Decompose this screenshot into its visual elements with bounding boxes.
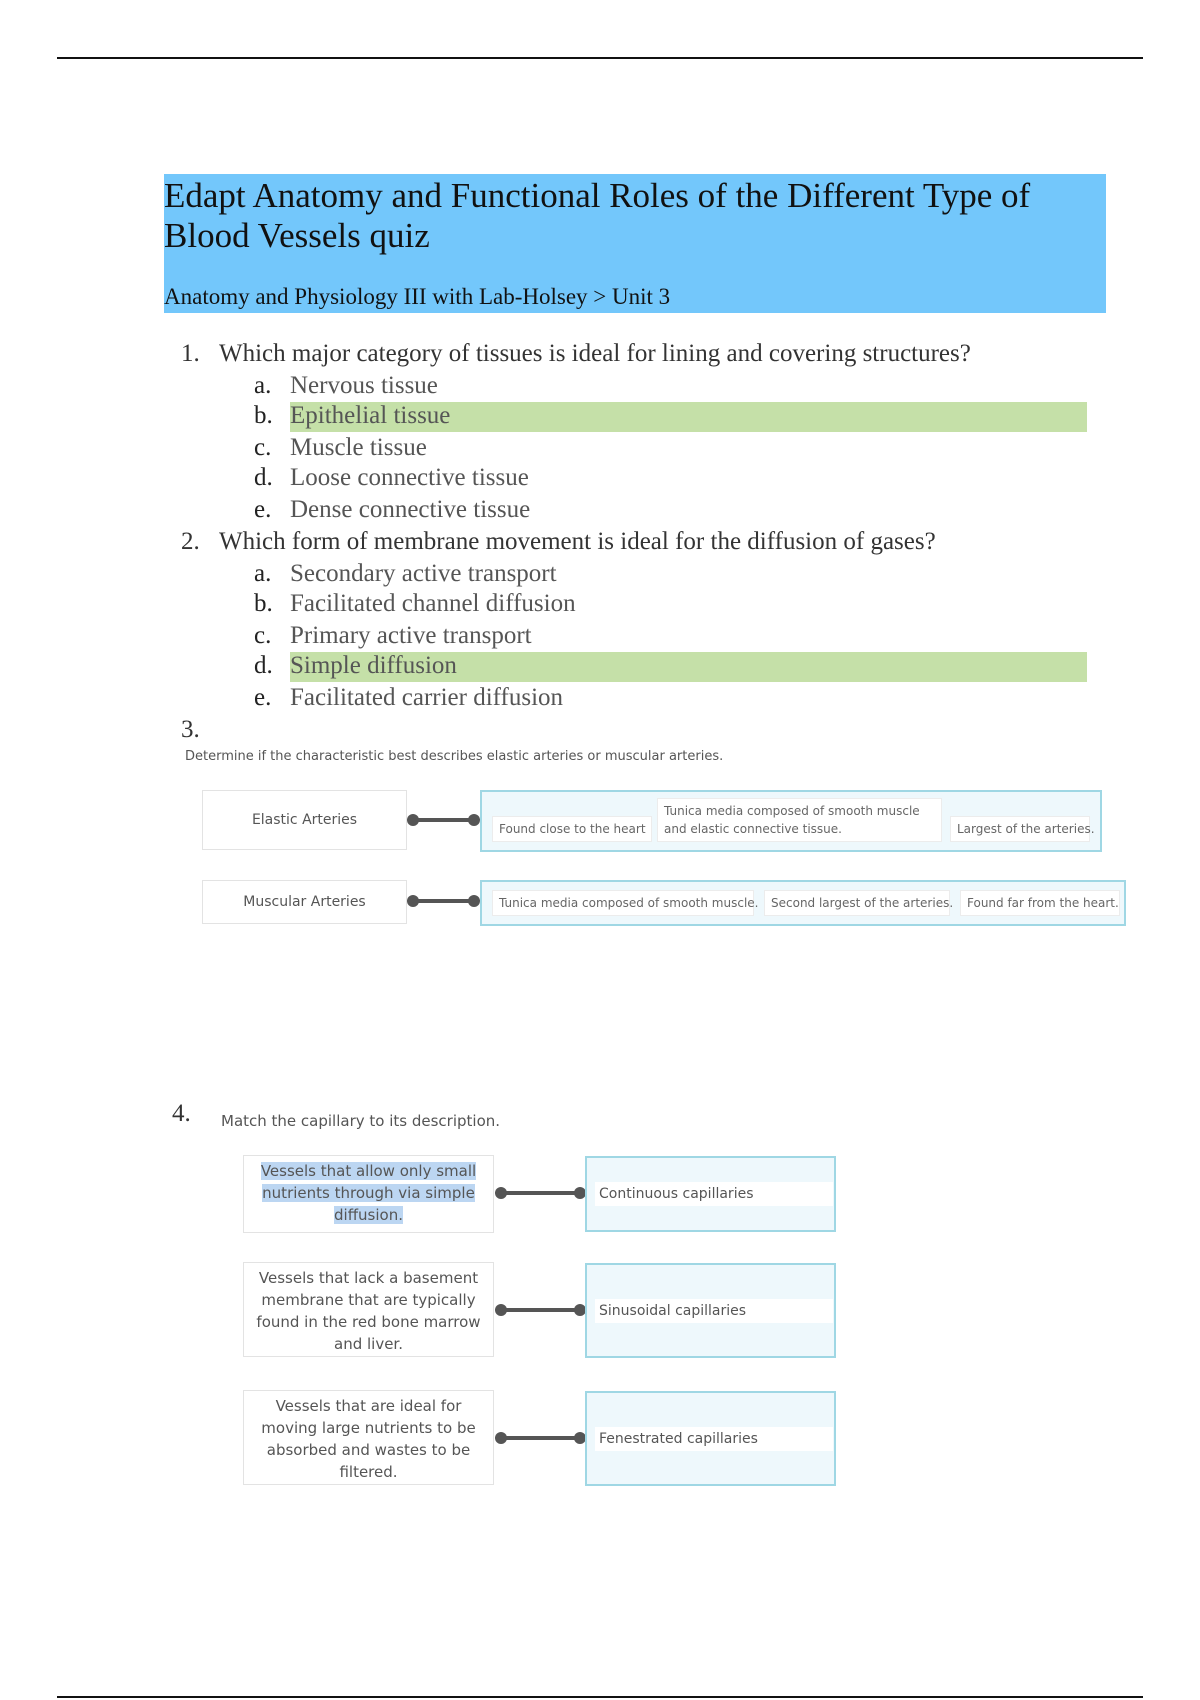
option-label: Facilitated carrier diffusion [290, 684, 564, 711]
option-label: Secondary active transport [290, 560, 557, 587]
option-label: Nervous tissue [290, 372, 438, 399]
question-number: 1. [181, 340, 200, 367]
option-letter: e. [254, 496, 272, 523]
option-letter: a. [254, 372, 272, 399]
category-muscular-arteries[interactable]: Muscular Arteries [202, 880, 407, 924]
connector-dot [468, 895, 480, 907]
option-letter: d. [254, 464, 273, 491]
capillary-chip[interactable]: Fenestrated capillaries [595, 1427, 833, 1451]
option-label: Primary active transport [290, 622, 532, 649]
capillary-description[interactable]: Vessels that lack a basement membrane that are typically found in the red bone marrow and liver. [243, 1262, 494, 1357]
connector-line [500, 1191, 580, 1195]
characteristic-chip[interactable]: Tunica media composed of smooth muscle. [492, 890, 754, 916]
option-letter: c. [254, 434, 272, 461]
connector-line [412, 899, 474, 903]
capillary-description[interactable]: Vessels that are ideal for moving large nutrients to be absorbed and wastes to be filtered. [243, 1390, 494, 1485]
question-number: 3. [181, 716, 200, 743]
title-banner [164, 174, 1106, 313]
characteristic-chip[interactable]: Found far from the heart. [960, 890, 1120, 916]
drop-zone-elastic[interactable] [480, 790, 1102, 852]
connector-line [412, 818, 474, 822]
question-text: Which major category of tissues is ideal for lining and covering structures? [219, 340, 971, 367]
option-label: Loose connective tissue [290, 464, 529, 491]
option-label: Dense connective tissue [290, 496, 531, 523]
option-letter: e. [254, 684, 272, 711]
question-instruction: Determine if the characteristic best describes elastic arteries or muscular arteries. [185, 749, 724, 764]
question-text: Which form of membrane movement is ideal for the diffusion of gases? [219, 528, 936, 555]
option-letter: d. [254, 652, 273, 679]
category-elastic-arteries[interactable]: Elastic Arteries [202, 790, 407, 850]
connector-dot [468, 814, 480, 826]
capillary-description[interactable] [243, 1155, 494, 1233]
option-letter: b. [254, 590, 273, 617]
capillary-chip[interactable]: Sinusoidal capillaries [595, 1299, 833, 1323]
top-rule [57, 57, 1143, 59]
option-letter: a. [254, 560, 272, 587]
breadcrumb: Anatomy and Physiology III with Lab-Holsey > Unit 3 [164, 284, 671, 309]
option-letter: c. [254, 622, 272, 649]
question-number: 2. [181, 528, 200, 555]
capillary-drop-zone[interactable] [585, 1156, 836, 1232]
question-instruction: Match the capillary to its description. [221, 1112, 501, 1130]
characteristic-chip[interactable]: Found close to the heart [492, 816, 652, 842]
selected-text: Vessels that allow only small nutrients through via simple diffusion. [260, 1162, 477, 1224]
option-label: Epithelial tissue [290, 402, 451, 429]
drop-zone-muscular[interactable] [480, 880, 1126, 926]
capillary-drop-zone[interactable] [585, 1391, 836, 1486]
connector-line [500, 1308, 580, 1312]
capillary-drop-zone[interactable] [585, 1263, 836, 1358]
characteristic-chip[interactable]: Largest of the arteries. [950, 816, 1090, 842]
characteristic-chip[interactable]: Tunica media composed of smooth muscle and elastic connective tissue. [657, 798, 942, 842]
option-label: Muscle tissue [290, 434, 427, 461]
option-label: Simple diffusion [290, 652, 457, 679]
option-label: Facilitated channel diffusion [290, 590, 576, 617]
capillary-chip[interactable]: Continuous capillaries [595, 1182, 833, 1206]
bottom-rule [57, 1696, 1143, 1698]
option-letter: b. [254, 402, 273, 429]
characteristic-chip[interactable]: Second largest of the arteries. [764, 890, 950, 916]
page-title: Edapt Anatomy and Functional Roles of the Different Type of Blood Vessels quiz [164, 176, 1031, 255]
question-number: 4. [172, 1100, 191, 1127]
connector-line [500, 1436, 580, 1440]
